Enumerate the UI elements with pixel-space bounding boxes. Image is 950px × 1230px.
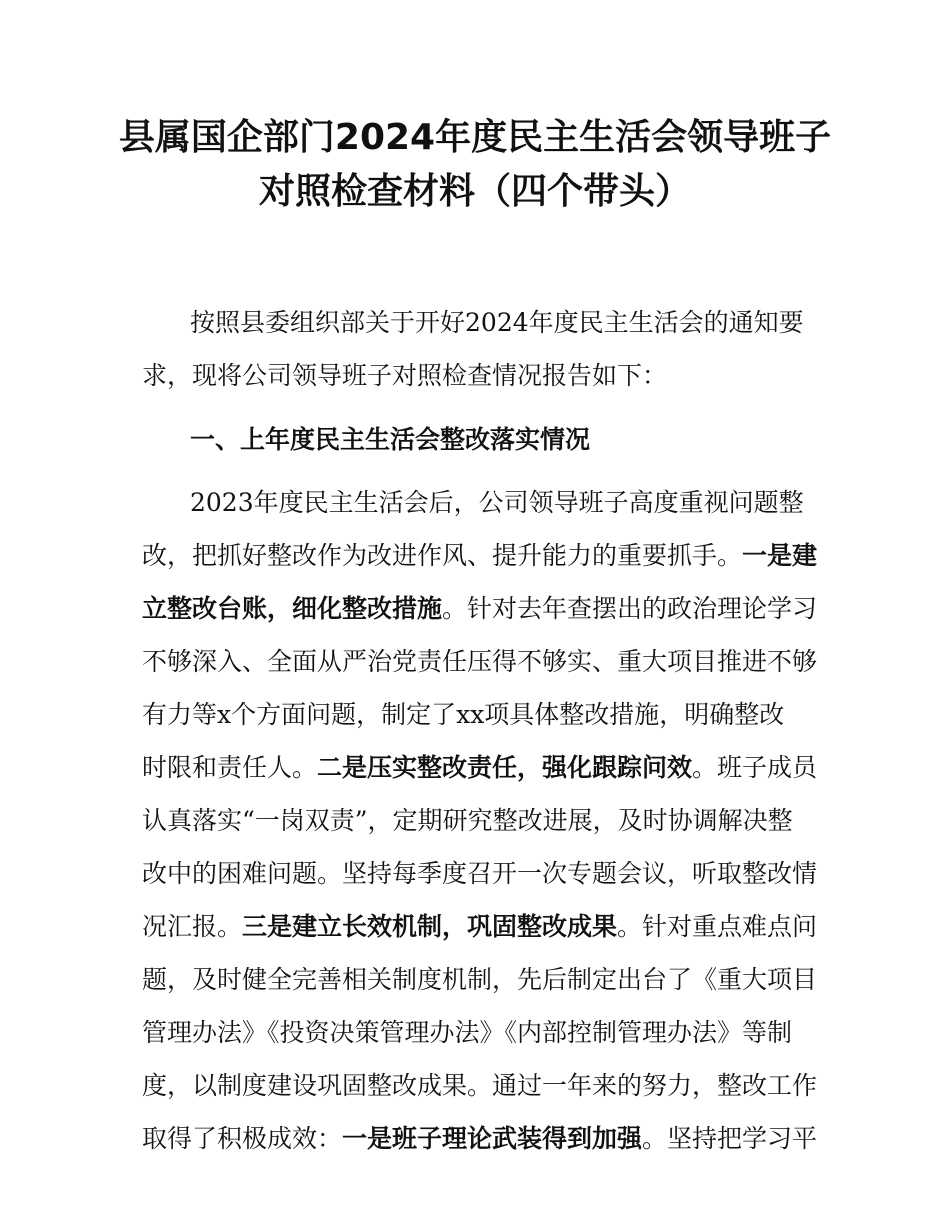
body-text: 。针对去年查摆出的政治理论学习 [442,594,818,623]
bold-point-heading: 一是班子理论武装得到加强 [342,1124,643,1153]
body-line [142,755,817,780]
intro-paragraph [142,310,822,400]
body-line [142,914,817,939]
bold-point-heading: 三是建立长效机制，巩固整改成果 [242,912,618,941]
body-line [142,596,817,621]
body-line: 认真落实“一岗双责”，定期研究整改进展，及时协调解决整 [142,806,793,835]
bold-point-heading: 一是建 [742,541,818,570]
body-text: 取得了积极成效： [142,1124,343,1153]
body-line [142,543,817,568]
bold-point-heading: 立整改台账，细化整改措施 [142,594,443,623]
body-line: 有力等x个方面问题，制定了xx项具体整改措施，明确整改 [142,700,785,729]
body-text: 。针对重点难点问 [617,912,818,941]
body-line: 改中的困难问题。坚持每季度召开一次专题会议，听取整改情 [142,859,818,888]
bold-point-heading: 二是压实整改责任，强化跟踪问效 [317,753,693,782]
body-text: 时限和责任人。 [142,753,318,782]
body-line: 管理办法》《投资决策管理办法》《内部控制管理办法》等制 [142,1018,793,1047]
document-title-line-2: 对照检查材料（四个带头） [258,171,691,212]
body-text: 况汇报。 [142,912,243,941]
body-line: 度，以制度建设巩固整改成果。通过一年来的努力，整改工作 [142,1071,818,1100]
section-heading: 一、上年度民主生活会整改落实情况 [190,425,591,454]
body-line [142,1126,817,1151]
body-line: 2023年度民主生活会后，公司领导班子高度重视问题整 [190,488,804,517]
intro-line: 求，现将公司领导班子对照检查情况报告如下： [142,361,668,390]
body-paragraph [142,488,822,1153]
body-line: 不够深入、全面从严治党责任压得不够实、重大项目推进不够 [142,647,818,676]
body-text: 。坚持把学习平 [642,1124,818,1153]
body-line: 题，及时健全完善相关制度机制，先后制定出台了《重大项目 [142,965,818,994]
intro-line: 按照县委组织部关于开好2024年度民主生活会的通知要 [190,308,804,337]
body-text: 。班子成员 [692,753,818,782]
document-title-line-1: 县属国企部门2024年度民主生活会领导班子 [118,117,832,158]
body-text: 改，把抓好整改作为改进作风、提升能力的重要抓手。 [142,541,743,570]
